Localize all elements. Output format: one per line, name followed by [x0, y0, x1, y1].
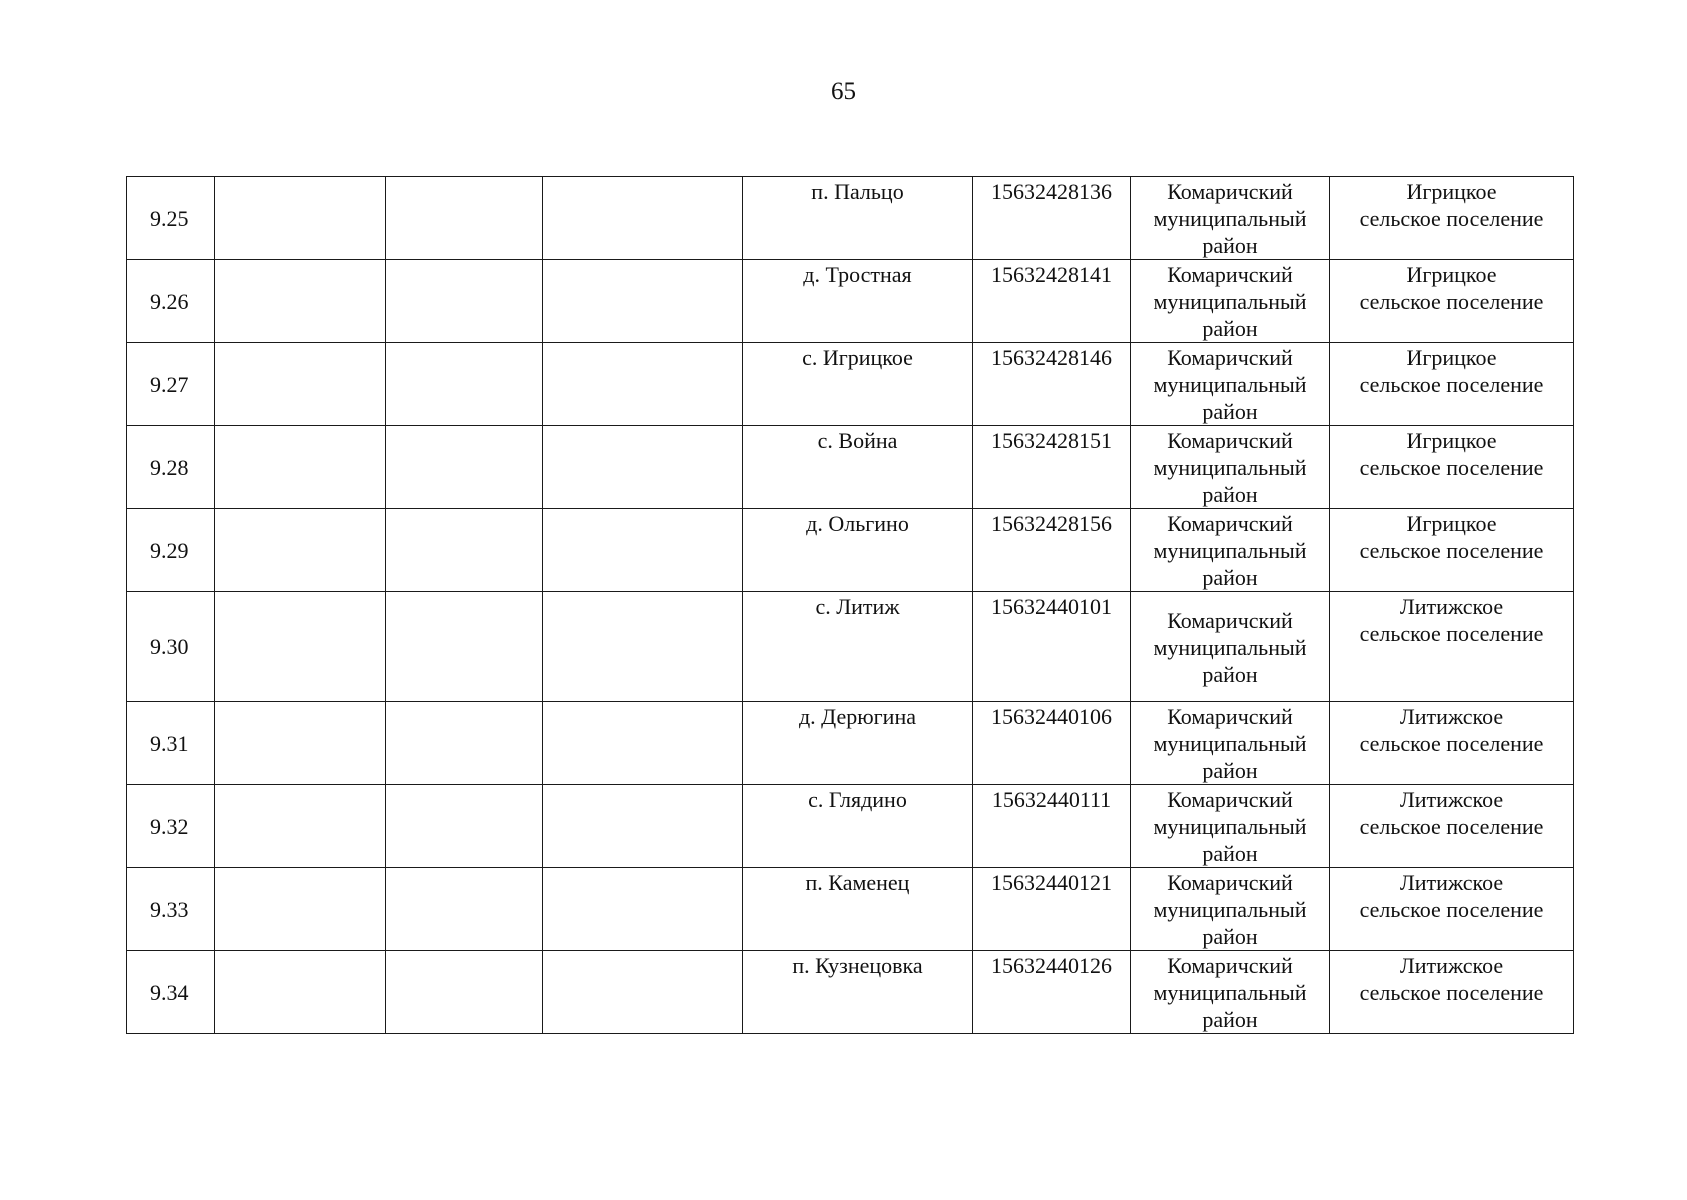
locality-cell	[743, 785, 973, 868]
district-line: муниципальный	[1153, 980, 1307, 1005]
empty-cell	[386, 343, 543, 426]
oktmo-code-cell	[973, 343, 1131, 426]
settlement-cell	[1330, 785, 1574, 868]
empty-cell	[215, 702, 386, 785]
locality-cell	[743, 868, 973, 951]
district-line: Комаричский	[1167, 511, 1293, 536]
empty-cell	[543, 260, 743, 343]
row-number: 9.32	[150, 813, 189, 839]
settlement-line: Литижское	[1399, 704, 1504, 729]
oktmo-code-cell	[973, 702, 1131, 785]
oktmo-code: 15632428141	[991, 262, 1112, 287]
district-line: Комаричский	[1167, 262, 1293, 287]
table-row	[127, 592, 1574, 702]
district-line: Комаричский	[1167, 179, 1293, 204]
oktmo-code: 15632428151	[991, 428, 1112, 453]
row-number-cell	[127, 509, 215, 592]
district-line: Комаричский	[1167, 870, 1293, 895]
oktmo-code: 15632440111	[991, 787, 1112, 812]
oktmo-code-cell	[973, 868, 1131, 951]
empty-cell	[543, 343, 743, 426]
oktmo-code: 15632440101	[991, 594, 1112, 619]
district-line: муниципальный	[1153, 206, 1307, 231]
district-cell	[1131, 785, 1330, 868]
locality-cell	[743, 702, 973, 785]
empty-cell	[543, 177, 743, 260]
row-number: 9.31	[150, 730, 189, 756]
settlement-line: Литижское	[1399, 787, 1504, 812]
district-line: район	[1202, 841, 1258, 866]
empty-cell	[386, 260, 543, 343]
district-line: район	[1202, 924, 1258, 949]
oktmo-code-cell	[973, 426, 1131, 509]
locality-name: п. Кузнецовка	[792, 953, 923, 978]
district-line: муниципальный	[1153, 289, 1307, 314]
locality-cell	[743, 426, 973, 509]
row-number: 9.29	[150, 537, 189, 563]
district-cell	[1131, 951, 1330, 1034]
empty-cell	[543, 509, 743, 592]
district-line: Комаричский	[1167, 787, 1293, 812]
row-number-cell	[127, 177, 215, 260]
empty-cell	[215, 343, 386, 426]
district-line: район	[1202, 233, 1258, 258]
locality-name: д. Дерюгина	[798, 704, 916, 729]
table-body	[127, 177, 1574, 1034]
settlement-line: Литижское	[1399, 953, 1504, 978]
row-number: 9.25	[150, 205, 189, 231]
locality-cell	[743, 592, 973, 702]
settlement-line: сельское поселение	[1359, 538, 1544, 563]
district-line: Комаричский	[1167, 953, 1293, 978]
locality-name: д. Ольгино	[806, 511, 909, 536]
oktmo-code: 15632428156	[991, 511, 1112, 536]
oktmo-code: 15632428146	[991, 345, 1112, 370]
table-row	[127, 426, 1574, 509]
empty-cell	[215, 951, 386, 1034]
locality-cell	[743, 509, 973, 592]
district-line: район	[1202, 399, 1258, 424]
settlement-cell	[1330, 592, 1574, 702]
oktmo-code-cell	[973, 592, 1131, 702]
table-row	[127, 509, 1574, 592]
oktmo-code-cell	[973, 785, 1131, 868]
district-cell	[1131, 868, 1330, 951]
oktmo-code: 15632440126	[991, 953, 1112, 978]
district-line: Комаричский	[1167, 607, 1293, 633]
district-line: район	[1202, 482, 1258, 507]
district-cell	[1131, 177, 1330, 260]
table-row	[127, 260, 1574, 343]
oktmo-code-cell	[973, 509, 1131, 592]
district-line: район	[1202, 661, 1258, 687]
district-line: муниципальный	[1153, 372, 1307, 397]
locality-name: с. Война	[817, 428, 898, 453]
oktmo-code: 15632440121	[991, 870, 1112, 895]
row-number-cell	[127, 951, 215, 1034]
locality-name: д. Тростная	[803, 262, 912, 287]
settlement-line: сельское поселение	[1359, 897, 1544, 922]
settlement-line: сельское поселение	[1359, 455, 1544, 480]
empty-cell	[215, 426, 386, 509]
settlement-registry-table	[126, 176, 1574, 1034]
row-number: 9.33	[150, 896, 189, 922]
empty-cell	[543, 868, 743, 951]
empty-cell	[386, 177, 543, 260]
row-number-cell	[127, 343, 215, 426]
empty-cell	[386, 868, 543, 951]
district-line: муниципальный	[1153, 538, 1307, 563]
table-row	[127, 343, 1574, 426]
empty-cell	[386, 785, 543, 868]
empty-cell	[543, 592, 743, 702]
table-row	[127, 177, 1574, 260]
table-row	[127, 868, 1574, 951]
empty-cell	[215, 785, 386, 868]
settlement-line: Игрицкое	[1406, 179, 1497, 204]
oktmo-code-cell	[973, 177, 1131, 260]
settlement-line: сельское поселение	[1359, 731, 1544, 756]
settlement-line: Игрицкое	[1406, 511, 1497, 536]
settlement-line: сельское поселение	[1359, 206, 1544, 231]
empty-cell	[215, 509, 386, 592]
district-line: муниципальный	[1153, 731, 1307, 756]
district-line: район	[1202, 758, 1258, 783]
settlement-line: Литижское	[1399, 870, 1504, 895]
row-number-cell	[127, 426, 215, 509]
locality-cell	[743, 343, 973, 426]
settlement-line: Литижское	[1399, 594, 1504, 619]
district-line: Комаричский	[1167, 345, 1293, 370]
settlement-line: сельское поселение	[1359, 980, 1544, 1005]
settlement-line: Игрицкое	[1406, 428, 1497, 453]
settlement-cell	[1330, 951, 1574, 1034]
district-cell	[1131, 343, 1330, 426]
settlement-line: Игрицкое	[1406, 262, 1497, 287]
row-number: 9.26	[150, 288, 189, 314]
district-line: муниципальный	[1153, 634, 1307, 660]
settlement-cell	[1330, 868, 1574, 951]
empty-cell	[215, 868, 386, 951]
page-number: 65	[831, 78, 856, 105]
row-number-cell	[127, 260, 215, 343]
district-line: район	[1202, 565, 1258, 590]
table-row	[127, 951, 1574, 1034]
locality-cell	[743, 260, 973, 343]
settlement-line: сельское поселение	[1359, 289, 1544, 314]
empty-cell	[215, 177, 386, 260]
district-cell	[1131, 592, 1330, 702]
row-number: 9.27	[150, 371, 189, 397]
oktmo-code-cell	[973, 260, 1131, 343]
district-cell	[1131, 509, 1330, 592]
district-line: Комаричский	[1167, 704, 1293, 729]
settlement-line: сельское поселение	[1359, 372, 1544, 397]
empty-cell	[215, 592, 386, 702]
locality-cell	[743, 951, 973, 1034]
oktmo-code: 15632440106	[991, 704, 1112, 729]
oktmo-code: 15632428136	[991, 179, 1112, 204]
settlement-line: сельское поселение	[1359, 621, 1544, 646]
settlement-cell	[1330, 702, 1574, 785]
empty-cell	[386, 426, 543, 509]
settlement-line: Игрицкое	[1406, 345, 1497, 370]
table-row	[127, 702, 1574, 785]
empty-cell	[386, 509, 543, 592]
locality-cell	[743, 177, 973, 260]
district-line: район	[1202, 1007, 1258, 1032]
row-number-cell	[127, 592, 215, 702]
empty-cell	[215, 260, 386, 343]
district-cell	[1131, 260, 1330, 343]
district-line: муниципальный	[1153, 897, 1307, 922]
district-cell	[1131, 702, 1330, 785]
district-line: муниципальный	[1153, 814, 1307, 839]
row-number: 9.28	[150, 454, 189, 480]
settlement-line: сельское поселение	[1359, 814, 1544, 839]
empty-cell	[543, 702, 743, 785]
row-number-cell	[127, 785, 215, 868]
settlement-cell	[1330, 177, 1574, 260]
row-number-cell	[127, 702, 215, 785]
empty-cell	[386, 951, 543, 1034]
empty-cell	[543, 951, 743, 1034]
district-line: район	[1202, 316, 1258, 341]
empty-cell	[386, 702, 543, 785]
settlement-cell	[1330, 260, 1574, 343]
empty-cell	[543, 785, 743, 868]
locality-name: с. Игрицкое	[802, 345, 913, 370]
locality-name: с. Литиж	[815, 594, 900, 619]
locality-name: п. Каменец	[805, 870, 910, 895]
settlement-cell	[1330, 426, 1574, 509]
district-cell	[1131, 426, 1330, 509]
locality-name: с. Глядино	[808, 787, 907, 812]
empty-cell	[543, 426, 743, 509]
oktmo-code-cell	[973, 951, 1131, 1034]
row-number: 9.34	[150, 979, 189, 1005]
district-line: муниципальный	[1153, 455, 1307, 480]
settlement-cell	[1330, 509, 1574, 592]
table-row	[127, 785, 1574, 868]
row-number-cell	[127, 868, 215, 951]
locality-name: п. Пальцо	[811, 179, 904, 204]
row-number: 9.30	[150, 634, 189, 659]
empty-cell	[386, 592, 543, 702]
settlement-cell	[1330, 343, 1574, 426]
district-line: Комаричский	[1167, 428, 1293, 453]
